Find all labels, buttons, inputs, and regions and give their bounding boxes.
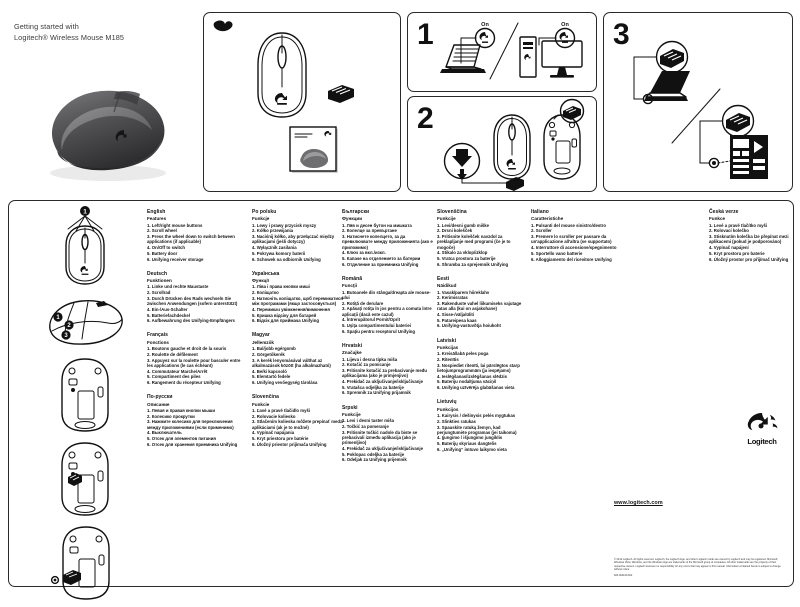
- feature-list-item: 3. Nospiediet ritenīti, lai pārslēgtos starp lietojumprogrammām (ja iespējams): [437, 362, 520, 373]
- step-1-on-label-left: On: [481, 22, 489, 28]
- svg-text:2: 2: [66, 323, 71, 330]
- feature-list-item: 3. Нажмите колесико для переключения между приложениями (если применимо): [147, 419, 234, 430]
- feature-list-item: 5. Отсек для элементов питания: [147, 435, 216, 441]
- feature-list-item: 1. Lewy i prawy przycisk myszy: [252, 222, 317, 228]
- feature-list-item: 1. Ľavé a pravé tlačidlo myši: [252, 407, 311, 413]
- language-name: English: [147, 209, 166, 215]
- feature-list-item: 5. Uşiţa compartimentului bateriei: [342, 322, 412, 328]
- language-block: [342, 209, 434, 267]
- feature-list-item: 3. Durch Drücken des Rads wechseln Sie zwischen Anwendungen (sofern unterstützt): [147, 295, 238, 307]
- feature-list-item: 1. Butoanele din stânga/dreapta ale mouse-ului: [342, 289, 431, 300]
- box-contents-panel: [203, 12, 401, 192]
- feature-list: [437, 223, 529, 267]
- feature-list-item: 4. Interruttore di accensione/spegnimento: [531, 245, 617, 251]
- feature-list: [252, 223, 344, 262]
- feature-list-item: 2. Коліщатко: [252, 290, 279, 296]
- feature-list-item: 2. Roulette de défilement: [147, 351, 198, 357]
- language-column-5: [531, 209, 623, 271]
- language-name: Eesti: [437, 275, 450, 282]
- feature-list: [252, 284, 344, 323]
- feature-list-item: 2. Kerimisratas: [437, 295, 468, 301]
- language-subheading: Fonctions: [147, 339, 169, 345]
- feature-list-item: 4. Ein-/Aus-Schalter: [147, 306, 188, 312]
- feature-list: [437, 413, 529, 452]
- language-block: [147, 332, 245, 385]
- language-block: [342, 343, 434, 396]
- feature-list-item: 6. Unifying receiver storage: [147, 256, 204, 262]
- feature-list-item: 2. Scroll wheel: [147, 228, 177, 234]
- feature-list-item: 5. Patareipesa kaas: [437, 317, 477, 323]
- language-block: [437, 209, 529, 267]
- language-block: [437, 276, 529, 329]
- feature-list-item: 6. Shramba za sprejemnik Unifying: [437, 261, 509, 267]
- feature-list-item: 3. Stlačením kolieska môžete prepínať medzi aplikáciami (ak je to možné): [252, 419, 344, 430]
- feature-list-item: 3. Stisknutím kolečka lze přepínat mezi aplikacemi (pokud je podporováno): [709, 234, 789, 245]
- feature-list-item: 1. Lijeva i desna tipka miša: [342, 356, 398, 362]
- feature-list-item: 3. A kerék lenyomásával válthat az alkalmazások között (ha alkalmazható): [252, 357, 331, 368]
- feature-list-item: 2. Rolovací kolečko: [709, 228, 749, 234]
- feature-list-item: 4. Ieslēgšanas/izslēgšanas slēdzis: [437, 373, 507, 379]
- feature-list-item: 3. Натиснете колелцето, за да превключвате между приложенията (ако е приложимо): [342, 234, 433, 250]
- feature-list-item: 4. Prekidač za uključivanje/isključivanje: [342, 378, 423, 384]
- logitech-mark-footer-icon: [738, 412, 786, 437]
- feature-list-item: 6. Unifying uztvērēja glabāšanas vieta: [437, 385, 515, 391]
- hero-mouse-image: [28, 78, 183, 183]
- feature-list: [147, 284, 245, 323]
- feature-list-item: 4. Перемикач увімкнення/вимкнення: [252, 306, 330, 312]
- language-subheading: Funkce: [709, 216, 726, 222]
- feature-list-item: 5. Kryt priestoru pre batérie: [252, 435, 309, 441]
- step-1-number: 1: [417, 18, 434, 51]
- feature-list-item: 4. Be/ki kapcsoló: [252, 368, 287, 374]
- language-block: [147, 209, 245, 262]
- step-1-illustration: [408, 13, 596, 91]
- feature-list: [252, 408, 344, 447]
- feature-list-item: 5. Sportello vano batterie: [531, 250, 583, 256]
- language-subheading: Funktionen: [147, 278, 172, 284]
- feature-list-item: 3. Натисніть коліщатко, щоб перемикатися між програмами (якщо застосовується): [252, 295, 343, 307]
- language-block: [531, 209, 623, 262]
- language-block: [252, 394, 344, 447]
- language-subheading: Näidikud: [437, 283, 457, 289]
- step-2-number: 2: [417, 102, 434, 135]
- language-block: [437, 338, 529, 391]
- feature-list-item: 3. Spauskite ratuką žemyn, kad perjungtumėte programas (jei taikoma): [437, 424, 517, 435]
- language-subheading: Funkcie: [252, 401, 270, 407]
- feature-list-item: 5. Batteriefachdeckel: [147, 312, 190, 318]
- language-block: [252, 332, 344, 385]
- language-subheading: Caratteristiche: [531, 216, 564, 222]
- feature-list-item: 6. Schowek na odbiornik Unifying: [252, 256, 321, 262]
- language-subheading: Značajke: [342, 350, 362, 356]
- logitech-wordmark-footer: Logitech: [747, 437, 777, 446]
- feature-list: [342, 357, 434, 396]
- language-name: Slovenščina: [437, 209, 467, 215]
- language-column-4: [437, 209, 529, 461]
- feature-list: [252, 346, 344, 385]
- language-subheading: Funcţii: [342, 283, 358, 289]
- svg-text:1: 1: [55, 315, 60, 322]
- language-name: Български: [342, 209, 370, 215]
- feature-list-item: 2. Rotiţă de derulare: [342, 300, 384, 306]
- feature-list: [342, 223, 434, 267]
- feature-list-item: 2. Görgetőkerék: [252, 351, 285, 357]
- feature-list: [342, 290, 434, 334]
- language-subheading: Funkcije: [342, 411, 361, 417]
- features-panel: [8, 200, 794, 587]
- language-subheading: Funkcijas: [437, 345, 459, 350]
- feature-list-item: 1. Left/right mouse buttons: [147, 222, 203, 228]
- language-subheading: Описание: [147, 401, 170, 407]
- feature-list: [709, 223, 793, 262]
- feature-list-item: 6. Alloggiamento del ricevitore Unifying: [531, 256, 612, 262]
- feature-list-item: 6. Отсек для хранения приемника Unifying: [147, 441, 238, 447]
- feature-list-item: 3. Pritisnite kolešček navzdol za preklapljanje med programi (če je to mogoče): [437, 234, 511, 250]
- step-1-panel: [407, 12, 597, 92]
- feature-list-item: 6. Aufbewahrung des Unifying-Empfängers: [147, 318, 235, 324]
- step-2-illustration: [408, 97, 596, 191]
- feature-list-item: 1. Kreisā/labā peles poga: [437, 351, 489, 357]
- feature-list-item: 1. Levé a pravé tlačítko myši: [709, 222, 768, 228]
- legal-text: © 2012 Logitech. All rights reserved. Logitech, the Logitech logo, and other Logitech marks are owned by Logitech and may be registered. Microsoft, Windows Vista, Windows, and the Windows logo are trademarks of the Microsoft group of companies. All other trademarks are the property of their respective owners. Logitech assumes no responsibility for any errors that may appear in this manual. Information contained herein is subject to change without notice.: [614, 558, 781, 572]
- feature-list-item: 3. Appuyez sur la roulette pour basculer entre les applications (le cas échéant): [147, 357, 241, 368]
- language-name: Hrvatski: [342, 342, 363, 349]
- feature-list-item: 5. Baterijų skyriaus dangtelis: [437, 441, 497, 447]
- language-name: Français: [147, 332, 168, 339]
- language-name: По-русски: [147, 394, 173, 401]
- feature-list-item: 3. Rakenduste vahel liikumiseks vajutage ratas alla (kui on asjakohane): [437, 301, 522, 312]
- language-column-7: [709, 209, 793, 271]
- feature-list-item: 6. Spaţiu pentru receptorul Unifying: [342, 328, 416, 334]
- feature-list: [147, 346, 245, 385]
- feature-list-item: 3. Apăsaţi rotiţa în jos pentru a comuta între aplicaţii (dacă este cazul): [342, 306, 432, 317]
- page-title-line1: Getting started with: [14, 22, 79, 31]
- language-subheading: Функції: [252, 278, 269, 284]
- language-column-2: [252, 209, 344, 456]
- feature-list-item: 5. Кришка відсіку для батарей: [252, 312, 317, 318]
- step-3-number: 3: [613, 18, 630, 51]
- feature-list-item: 1. Pulsanti del mouse sinistro/destro: [531, 222, 606, 228]
- language-subheading: Features: [147, 216, 167, 222]
- feature-list-item: 4. Выключатель: [147, 430, 182, 436]
- mouse-top-diagram: [46, 205, 124, 289]
- feature-list-item: 4. Įjungimo / išjungimo jungiklis: [437, 435, 503, 441]
- feature-list-item: 3. Naciśnij kółko, aby przełączać między aplikacjami (jeśli dotyczy): [252, 234, 335, 245]
- mouse-bottom-diagram-1: [54, 355, 116, 435]
- feature-list-item: 3. Premere lo scroller per passare da un'applicazione all'altra (se supportato): [531, 234, 612, 245]
- feature-list-item: 5. Капаче на отделението за батерии: [342, 256, 421, 261]
- legal-notice: [614, 558, 786, 578]
- feature-list-item: 5. Elemtartó fedele: [252, 374, 291, 380]
- step-1-on-label-right: On: [561, 22, 569, 28]
- feature-list-item: 1. Ляв и десен бутон на мишката: [342, 222, 412, 228]
- language-subheading: Jellemzők: [252, 339, 274, 345]
- feature-list-item: 4. On/Off to switch: [147, 245, 185, 251]
- feature-list-item: 2. Колесико прокрутки: [147, 413, 195, 419]
- feature-list-item: 5. Poklopac odeljka za baterije: [342, 451, 405, 457]
- feature-list-item: 6. Відсік для приймача Unifying: [252, 318, 320, 324]
- feature-list: [437, 290, 529, 329]
- feature-list-item: 4. Vypínač napájení: [709, 245, 749, 251]
- feature-list-item: 1. Levi/desni gumb miške: [437, 222, 490, 228]
- language-name: Latviski: [437, 337, 457, 344]
- feature-list-item: 6. Отделение за приемника Unifying: [342, 261, 419, 267]
- feature-list-item: 4. Prekidač za uključivanje/isključivanje: [342, 445, 423, 451]
- feature-list-item: 4. Sisse-/väljalüliti: [437, 312, 475, 317]
- language-block: [147, 271, 245, 324]
- language-subheading: Funkcje: [252, 216, 270, 222]
- box-contents-illustration: [204, 13, 400, 191]
- feature-list-item: 6. Odeljak za Unifying prijemnik: [342, 457, 407, 463]
- logitech-website-link[interactable]: www.logitech.com: [614, 500, 663, 506]
- feature-list-item: 4. Întrerupătorul Pornit/Oprit: [342, 317, 401, 323]
- language-name: Srpski: [342, 404, 358, 411]
- feature-list-item: 3. Pritisnite točkić nadole da biste se prebacivali između aplikacija (ako je primenljivo): [342, 429, 418, 446]
- svg-text:1: 1: [82, 208, 87, 216]
- mouse-diagram-column: [37, 205, 132, 607]
- mouse-bottom-diagram-2: [54, 439, 116, 519]
- language-name: Deutsch: [147, 270, 168, 277]
- feature-list-item: 4. Ключ за вкл./изкл.: [342, 250, 386, 256]
- feature-list-item: 6. Unifying-vastuvõtja hoiukoht: [437, 323, 501, 329]
- feature-list-item: 2. Scrollrad: [147, 290, 171, 296]
- feature-list-item: 1. Левая и правая кнопки мыши: [147, 407, 216, 413]
- feature-list-item: 2. Točkić za pomeranje: [342, 424, 389, 429]
- language-subheading: Funkcije: [437, 216, 456, 222]
- feature-list-item: 5. Bateriju nodalījuma vāciņš: [437, 379, 497, 385]
- svg-text:3: 3: [63, 333, 68, 340]
- feature-list-item: 4. Stikalo za vklop/izklop: [437, 250, 488, 256]
- document-number: 620-004109.002: [614, 574, 633, 578]
- mouse-bottom-diagram-3: [51, 523, 119, 603]
- feature-list-item: 2. Slinkties ratukas: [437, 418, 476, 424]
- step-2-panel: [407, 96, 597, 192]
- step-3-illustration: [604, 13, 792, 191]
- feature-list-item: 1. Kairysis / dešinysis pelės mygtukas: [437, 413, 516, 419]
- language-block: [252, 271, 344, 324]
- feature-list-item: 1. Ліва і права кнопки миші: [252, 284, 310, 290]
- language-name: Po polsku: [252, 209, 277, 215]
- feature-list: [531, 223, 623, 262]
- feature-list-item: 1. Bal/jobb egérgomb: [252, 346, 296, 352]
- language-name: Slovenčina: [252, 394, 279, 401]
- feature-list-item: 2. Rolovacie koliesko: [252, 413, 296, 419]
- feature-list-item: 5. Battery door: [147, 250, 178, 256]
- feature-list-item: 6. „Unifying“ imtuvo laikymo vieta: [437, 446, 507, 452]
- feature-list-item: 3. Press the wheel down to switch between applications (if applicable): [147, 234, 235, 245]
- language-block: [342, 276, 434, 334]
- language-name: Українська: [252, 270, 280, 277]
- language-subheading: Функции: [342, 216, 363, 222]
- feature-list-item: 5. Vratca prostora za baterije: [437, 256, 496, 261]
- feature-list-item: 2. Drsni kolešček: [437, 228, 473, 234]
- page-title: [14, 22, 204, 43]
- feature-list-item: 4. Commutateur Marche/Arrêt: [147, 368, 208, 374]
- feature-list-item: 2. Kółko przewijania: [252, 228, 294, 234]
- feature-list-item: 1. Boutons gauche et droit de la souris: [147, 346, 227, 352]
- feature-list-item: 1. Linke und rechte Maustaste: [147, 284, 209, 290]
- language-block: [709, 209, 793, 262]
- feature-list-item: 2. Kotačić za pomicanje: [342, 362, 391, 368]
- feature-list-item: 3. Pritisnite kotačić za prebacivanje među aplikacijama (ako je primjenjivo): [342, 368, 428, 379]
- feature-list-item: 5. Vratašca odjeljka za baterije: [342, 384, 404, 390]
- feature-list-item: 2. Колелце за превъртане: [342, 228, 397, 234]
- feature-list-item: 6. Úložný prostor pro přijímač Unifying: [709, 256, 789, 262]
- language-subheading: Funkcijos: [437, 406, 459, 412]
- language-block: [437, 399, 529, 452]
- logitech-logo-footer: [738, 412, 786, 446]
- feature-list-item: 2. Ritenītis: [437, 357, 459, 363]
- language-name: Italiano: [531, 209, 549, 215]
- language-block: [252, 209, 344, 262]
- language-name: Română: [342, 275, 363, 282]
- feature-list-item: 6. Úložný priestor prijímača Unifying: [252, 441, 327, 447]
- language-column-3: [342, 209, 434, 471]
- feature-list-item: 6. Spremnik za Unifying prijamnik: [342, 390, 411, 396]
- feature-list-item: 1. Levi i desni taster miša: [342, 418, 395, 424]
- feature-list: [147, 408, 245, 447]
- feature-list-item: 6. Rangement du récepteur Unifying: [147, 379, 221, 385]
- feature-list-item: 5. Kryt prostoru pro baterie: [709, 250, 765, 256]
- language-block: [342, 405, 434, 463]
- language-name: Lietuvių: [437, 399, 457, 406]
- feature-list-item: 6. Unifying vevőegység tárolása: [252, 379, 318, 385]
- language-name: Magyar: [252, 332, 270, 339]
- feature-list: [147, 223, 245, 262]
- feature-list: [342, 418, 434, 462]
- page-title-line2: Logitech® Wireless Mouse M185: [14, 32, 125, 42]
- language-name: Česká verze: [709, 209, 739, 215]
- feature-list-item: 2. Scroller: [531, 228, 552, 234]
- step-3-panel: [603, 12, 793, 192]
- feature-list-item: 4. Wyłącznik zasilania: [252, 245, 297, 251]
- feature-list-item: 5. Compartiment des piles: [147, 374, 201, 380]
- language-column-1: [147, 209, 245, 456]
- feature-list-item: 4. Vypínač napájania: [252, 430, 295, 436]
- feature-list-item: 5. Pokrywa komory baterii: [252, 250, 306, 256]
- feature-list: [437, 351, 529, 390]
- mouse-perspective-diagram: [44, 293, 126, 351]
- language-block: [147, 394, 245, 447]
- feature-list-item: 1. Vasak/parem hiireklahv: [437, 289, 490, 295]
